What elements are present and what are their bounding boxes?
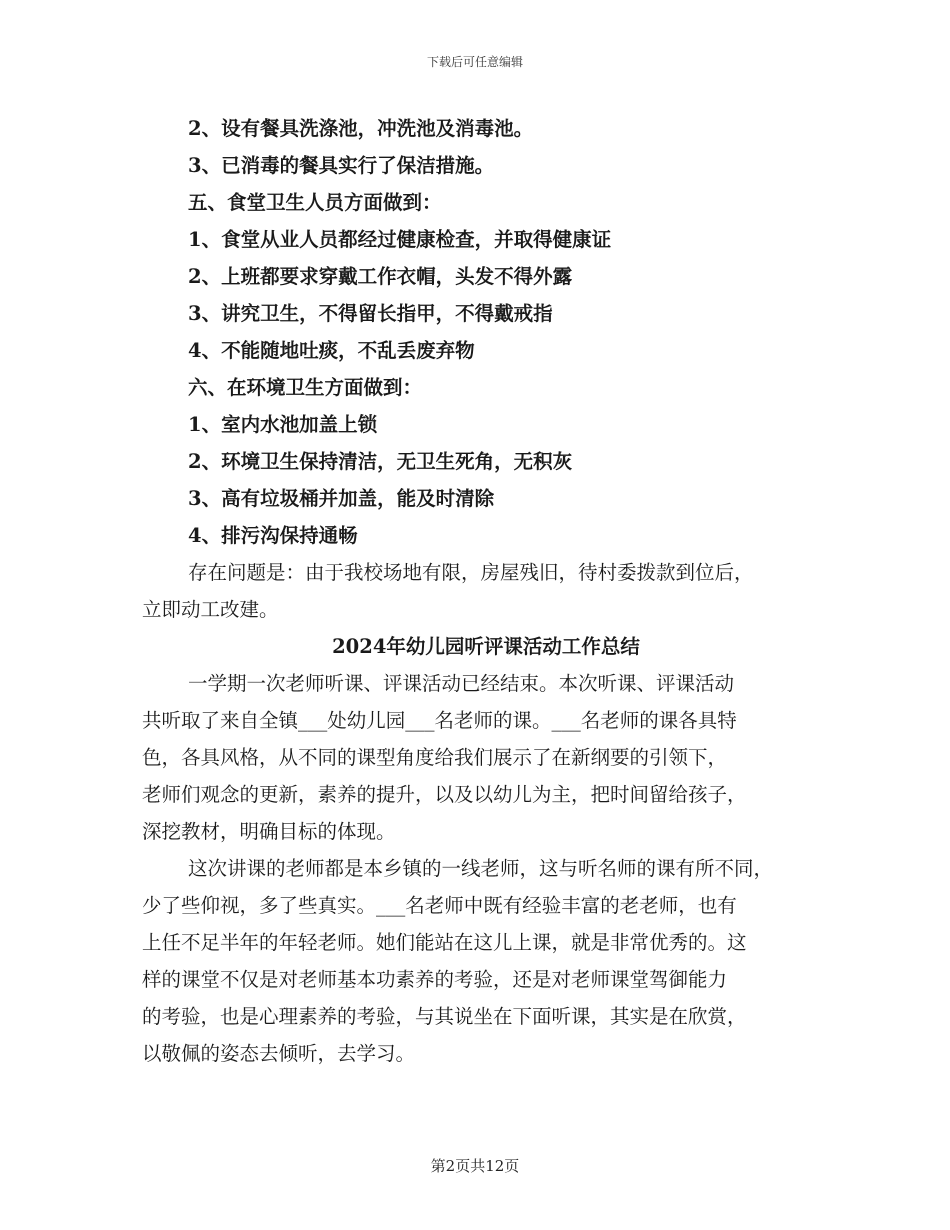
paragraph-line: 色，各具风格，从不同的课型角度给我们展示了在新纲要的引领下， bbox=[142, 746, 728, 769]
list-item: 4、不能随地吐痰，不乱丢废弃物 bbox=[188, 339, 475, 362]
section-heading: 五、食堂卫生人员方面做到： bbox=[188, 191, 442, 214]
paragraph-line: 样的课堂不仅是对老师基本功素养的考验，还是对老师课堂驾御能力 bbox=[142, 968, 728, 991]
section-heading: 六、在环境卫生方面做到： bbox=[188, 376, 423, 399]
paragraph-line: 上任不足半年的年轻老师。她们能站在这儿上课，就是非常优秀的。这 bbox=[142, 931, 747, 954]
document-body bbox=[142, 110, 822, 1072]
paragraph-line: 这次讲课的老师都是本乡镇的一线老师，这与听名师的课有所不同， bbox=[188, 857, 774, 880]
list-item: 3、已消毒的餐具实行了保洁措施。 bbox=[188, 154, 495, 177]
problem-text-line: 存在问题是：由于我校场地有限，房屋残旧，待村委拨款到位后， bbox=[188, 561, 754, 584]
list-item: 3、讲究卫生，不得留长指甲，不得戴戒指 bbox=[188, 302, 553, 325]
list-item: 3、高有垃圾桶并加盖，能及时清除 bbox=[188, 487, 495, 510]
problem-text-line: 立即动工改建。 bbox=[142, 598, 279, 621]
list-item: 2、设有餐具洗涤池，冲洗池及消毒池。 bbox=[188, 117, 534, 140]
paragraph-line: 一学期一次老师听课、评课活动已经结束。本次听课、评课活动 bbox=[188, 672, 735, 695]
article-title: 2024年幼儿园听评课活动工作总结 bbox=[332, 635, 640, 658]
paragraph-line: 共听取了来自全镇___处幼儿园___名老师的课。___名老师的课各具特 bbox=[142, 709, 737, 732]
page-header: 下载后可任意编辑 bbox=[426, 55, 523, 69]
page-number: 第2页共12页 bbox=[430, 1157, 520, 1175]
paragraph-line: 的考验，也是心理素养的考验，与其说坐在下面听课，其实是在欣赏， bbox=[142, 1005, 747, 1028]
list-item: 1、食堂从业人员都经过健康检查，并取得健康证 bbox=[188, 228, 612, 251]
list-item: 2、上班都要求穿戴工作衣帽，头发不得外露 bbox=[188, 265, 573, 288]
paragraph-line: 以敬佩的姿态去倾听，去学习。 bbox=[142, 1042, 416, 1065]
paragraph-line: 老师们观念的更新，素养的提升，以及以幼儿为主，把时间留给孩子， bbox=[142, 783, 747, 806]
list-item: 2、环境卫生保持清洁，无卫生死角，无积灰 bbox=[188, 450, 573, 473]
list-item: 4、排污沟保持通畅 bbox=[188, 524, 358, 547]
paragraph-line: 少了些仰视，多了些真实。___名老师中既有经验丰富的老老师，也有 bbox=[142, 894, 737, 917]
paragraph-line: 深挖教材，明确目标的体现。 bbox=[142, 820, 396, 843]
list-item: 1、室内水池加盖上锁 bbox=[188, 413, 378, 436]
